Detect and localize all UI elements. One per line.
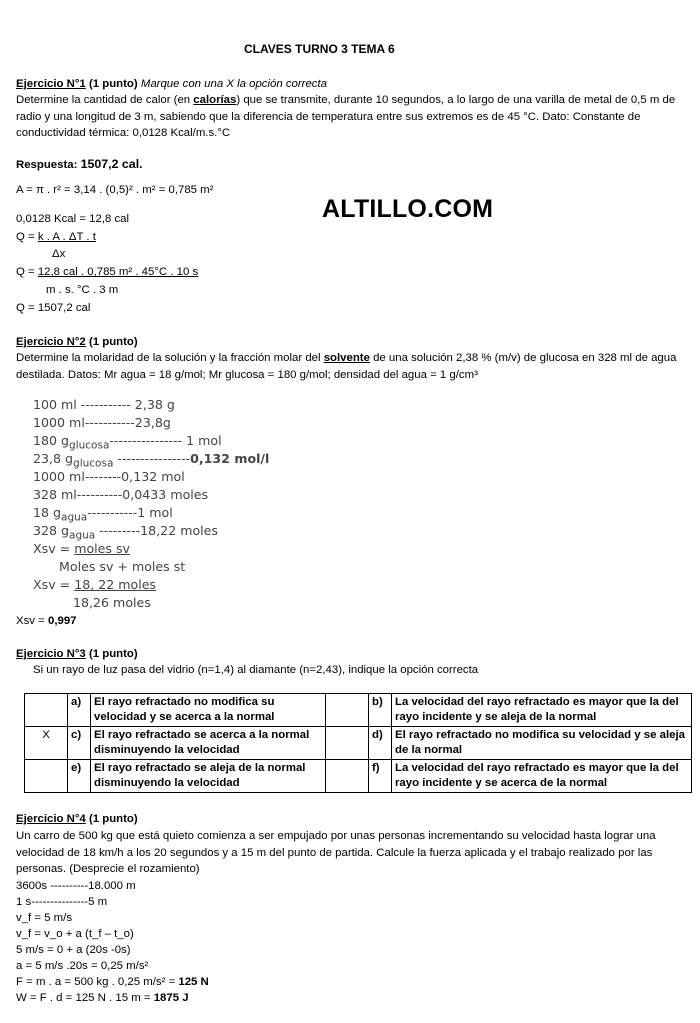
ex2-result-prefix: Xsv = <box>16 615 48 627</box>
ex3-options-table <box>24 693 692 793</box>
answer-mark-cell <box>25 694 68 727</box>
option-text: El rayo refractado se acerca a la normal disminuyendo la velocidad <box>91 727 326 760</box>
ex1-area: A = π . r² = 3,14 . (0,5)² . m² = 0,785 m² <box>16 184 214 196</box>
ex4-points: (1 punto) <box>88 813 138 825</box>
ex2-l4-sub: glucosa <box>73 457 114 470</box>
ex4-work-calc: W = F . d = 125 N . 15 m = <box>16 992 154 1004</box>
document-title: CLAVES TURNO 3 TEMA 6 <box>244 42 395 56</box>
option-text: El rayo refractado se aleja de la normal disminuyendo la velocidad <box>91 760 326 793</box>
ex1-q-calc-num: 12,8 cal . 0,785 m² . 45°C . 10 s <box>37 266 199 278</box>
option-text: El rayo refractado no modifica su velocidad y se aleja de la normal <box>392 727 692 760</box>
ex2-statement-part: Determine la molaridad de la solución y la fracción molar del <box>16 352 321 364</box>
ex2-line-1: 100 ml ----------- 2,38 g <box>33 397 175 412</box>
ex4-line-5: 5 m/s = 0 + a (20s -0s) <box>16 944 131 956</box>
ex2-l3-sub: glucosa <box>69 439 110 452</box>
option-label: a) <box>68 694 91 727</box>
watermark: ALTILLO.COM <box>322 195 494 223</box>
ex1-q-prefix: Q = <box>16 231 38 243</box>
answer-mark-cell <box>326 760 369 793</box>
ex3-statement: Si un rayo de luz pasa del vidrio (n=1,4) al diamante (n=2,43), indique la opción correcta <box>33 664 479 676</box>
answer-mark-cell <box>25 760 68 793</box>
ex2-result-value: 0,997 <box>47 615 77 627</box>
ex4-heading-line <box>16 811 138 828</box>
ex4-heading: Ejercicio N°4 <box>16 813 86 825</box>
option-label: c) <box>68 727 91 760</box>
ex1-q-calc-den: m . s. °C . 3 m <box>46 284 119 296</box>
ex1-q-formula <box>16 229 96 246</box>
ex1-statement-rest: ) que se transmite, durante 10 segundos, a lo largo de una varilla de metal de 0,5 m de radio y una longitud de 3 m, sabiendo que la diferencia de temperatura entre sus extremos es de 45 °C. Dato: Constante de conductividad térmica: 0,0128 Kcal/m.s.°C <box>16 94 676 139</box>
ex2-result <box>16 613 77 630</box>
ex2-l8-sub: agua <box>69 529 96 542</box>
ex1-statement-part: Determine la cantidad de calor (en <box>16 94 191 106</box>
ex1-answer-label: Respuesta: <box>16 159 78 171</box>
ex3-heading-line <box>16 646 138 663</box>
ex2-heading-line <box>16 334 138 351</box>
ex1-conversion: 0,0128 Kcal = 12,8 cal <box>16 213 130 225</box>
ex2-xsv-formula <box>33 540 130 558</box>
ex4-work <box>16 990 189 1007</box>
ex1-instruction: Marque con una X la opción correcta <box>140 78 327 90</box>
option-text: El rayo refractado no modifica su velocidad y se acerca a la normal <box>91 694 326 727</box>
ex2-xsv-calc-den: 18,26 moles <box>73 595 151 610</box>
ex4-work-result: 1875 J <box>153 992 189 1004</box>
ex4-force-result: 125 N <box>178 976 209 988</box>
option-label: f) <box>369 760 392 793</box>
options-row <box>25 760 692 793</box>
answer-mark-cell <box>326 727 369 760</box>
ex4-line-2: 1 s---------------5 m <box>16 896 108 908</box>
ex1-heading: Ejercicio N°1 <box>16 78 86 90</box>
ex2-l4-b: ---------------- <box>113 451 191 466</box>
ex2-xsv2-prefix: Xsv = <box>33 577 75 592</box>
ex2-l7-sub: agua <box>61 511 88 524</box>
ex1-points: (1 punto) <box>88 78 138 90</box>
ex1-heading-line <box>16 76 327 93</box>
option-text: La velocidad del rayo refractado es mayor que la del rayo incidente y se acerca de la normal <box>392 760 692 793</box>
ex2-xsv-formula-den: Moles sv + moles st <box>59 559 186 574</box>
ex2-l3-a: 180 g <box>33 433 70 448</box>
ex1-q-formula-num: k . A . ΔT . t <box>37 231 96 243</box>
ex2-xsv2-num: 18, 22 moles <box>74 577 157 592</box>
ex4-line-4: v_f = v_o + a (t_f – t_o) <box>16 928 134 940</box>
ex2-xsv1-num: moles sv <box>74 541 131 556</box>
ex2-l8-b: ---------18,22 moles <box>95 523 218 538</box>
ex2-heading: Ejercicio N°2 <box>16 336 86 348</box>
ex3-heading: Ejercicio N°3 <box>16 648 86 660</box>
option-text: La velocidad del rayo refractado es mayor que la del rayo incidente y se aleja de la normal <box>392 694 692 727</box>
ex1-statement <box>16 92 688 142</box>
ex4-line-6: a = 5 m/s .20s = 0,25 m/s² <box>16 960 149 972</box>
ex2-statement-rest: de una solución 2,38 % (m/v) de glucosa en 328 ml de agua destilada. Datos: Mr agua = 18 g/mol; Mr glucosa = 180 g/mol; densidad del agua = 1 g/cm³ <box>16 352 677 381</box>
ex1-answer <box>16 156 143 174</box>
ex2-statement <box>16 350 688 383</box>
ex1-q-calc-prefix: Q = <box>16 266 38 278</box>
ex2-l8-a: 328 g <box>33 523 70 538</box>
ex4-line-3: v_f = 5 m/s <box>16 912 73 924</box>
ex1-statement-emph: calorías <box>193 94 237 106</box>
ex1-q-formula-den: Δx <box>52 248 66 260</box>
ex2-l7-a: 18 g <box>33 505 62 520</box>
ex2-l3-b: ---------------- 1 mol <box>109 433 222 448</box>
ex4-force-calc: F = m . a = 500 kg . 0,25 m/s² = <box>16 976 179 988</box>
answer-mark-cell: X <box>25 727 68 760</box>
ex2-l7-b: -----------1 mol <box>87 505 173 520</box>
option-label: d) <box>369 727 392 760</box>
ex4-line-1: 3600s ----------18.000 m <box>16 880 136 892</box>
ex1-q-calc <box>16 264 198 281</box>
ex2-xsv1-prefix: Xsv = <box>33 541 75 556</box>
ex4-force <box>16 974 209 991</box>
ex2-line-2: 1000 ml-----------23,8g <box>33 415 171 430</box>
ex2-points: (1 punto) <box>88 336 138 348</box>
answer-mark-cell <box>326 694 369 727</box>
ex4-statement: Un carro de 500 kg que está quieto comienza a ser empujado por unas personas incrementando su velocidad hasta lograr una velocidad de 18 km/h a los 20 segundos y a 15 m del punto de partida. Calcule la fuerza aplicada y el trabajo realizado por las personas. (Desprecie el rozamiento) <box>16 830 656 875</box>
option-label: b) <box>369 694 392 727</box>
ex2-xsv-calc <box>33 576 156 594</box>
options-row <box>25 727 692 760</box>
options-row <box>25 694 692 727</box>
ex2-line-5: 1000 ml--------0,132 mol <box>33 469 185 484</box>
ex1-q-result: Q = 1507,2 cal <box>16 302 91 314</box>
ex2-l4-a: 23,8 g <box>33 451 74 466</box>
option-label: e) <box>68 760 91 793</box>
ex1-answer-value: 1507,2 cal. <box>80 157 143 171</box>
ex2-line-6: 328 ml----------0,0433 moles <box>33 487 209 502</box>
ex2-statement-emph: solvente <box>323 352 370 364</box>
ex3-points: (1 punto) <box>88 648 138 660</box>
ex2-molarity-result: 0,132 mol/l <box>190 451 270 466</box>
